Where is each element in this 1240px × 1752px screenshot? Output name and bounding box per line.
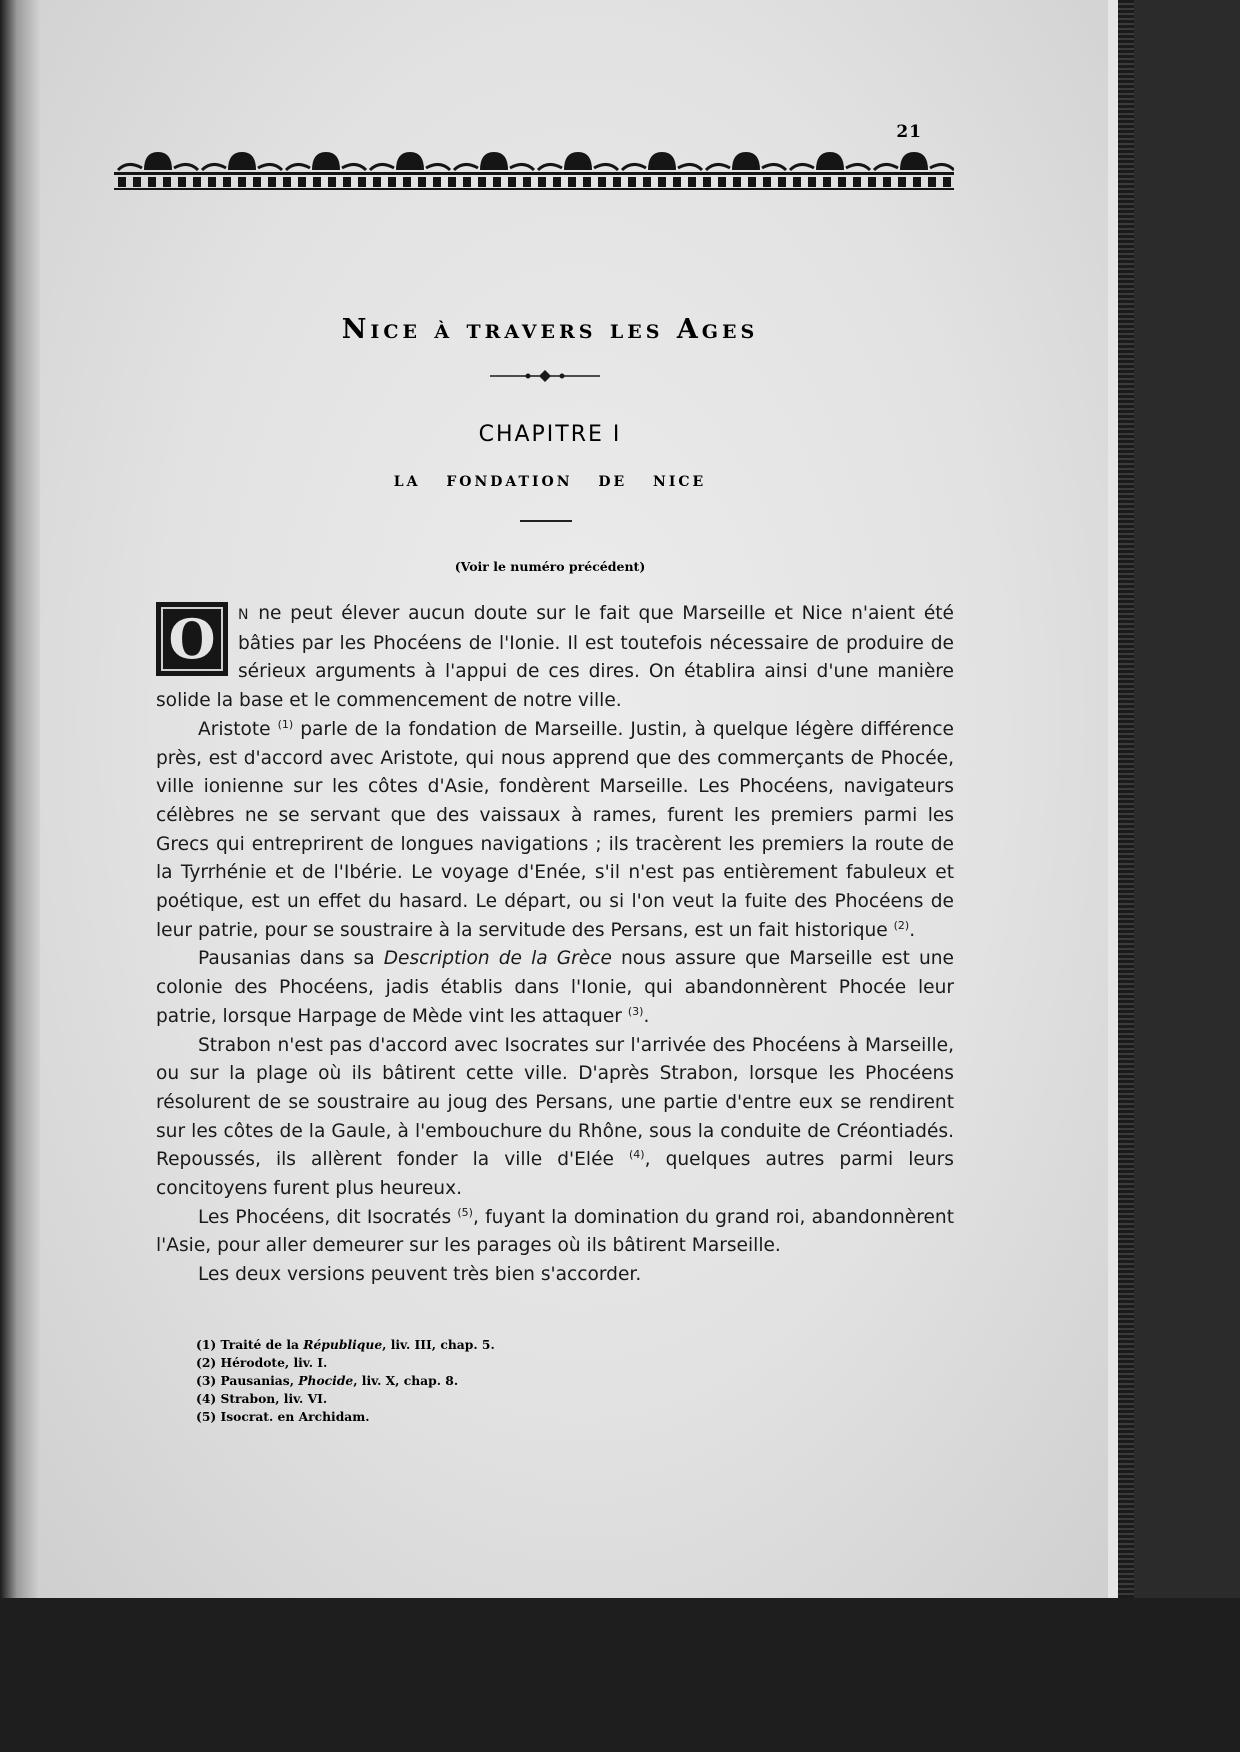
ornament-scroll — [118, 152, 198, 170]
see-previous-note: (Voir le numéro précédent) — [454, 559, 646, 574]
text-run: Pausanias dans sa — [198, 948, 384, 970]
text-run: Les deux versions peuvent très bien s'accorder. — [198, 1264, 642, 1286]
text-run: Strabon n'est pas d'accord avec Isocrates sur l'arrivée des Phocéens à Marseille, ou sur la plage où ils bâtirent cette ville. D'après Strabon, lorsque les Phocéens résolurent de se soustraire au joug des Persans, une partie d'entre eux se rendirent sur les côtes de la Gaule, à l'embouchure du Rhône, sous la conduite de Créontiadés. Repoussés, ils allèrent fonder la ville d'Elée — [156, 1034, 954, 1171]
ornament-stud — [403, 177, 411, 187]
ornament-stud — [283, 177, 291, 187]
footnotes — [196, 1336, 796, 1426]
text-run: parle de la fondation de Marseille. Justin, à quelque légère différence près, est d'accord avec Aristote, qui nous apprend que des commerçants de Phocée, ville ionienne sur les côtes d'Asie, fondèrent Marseille. Les Phocéens, navigateurs célèbres ne se servant que des vaissaux à rames, furent les premiers parmi les Grecs qui entreprirent de longues navigations ; ils tracèrent les premiers la route de la Tyrrhénie et de l'Ibérie. Le voyage d'Enée, s'il n'est pas entièrement fabuleux et poétique, est un effet du hasard. Le départ, ou si l'on veut la fuite des Phocéens de leur patrie, pour se soustraire à la servitude des Persans, est un fait historique — [156, 718, 954, 941]
ornament-stud — [223, 177, 231, 187]
paragraph — [156, 945, 954, 1031]
text-run: (1) Traité de la — [196, 1337, 304, 1352]
ornament-stud — [568, 177, 576, 187]
drop-cap — [156, 602, 228, 676]
ornament-stud — [538, 177, 546, 187]
ornament-stud — [868, 177, 876, 187]
ornament-stud — [448, 177, 456, 187]
lead-letter: N — [238, 607, 250, 623]
ornament-stud — [823, 177, 831, 187]
chapter-subtitle: LA FONDATION DE NICE — [393, 474, 707, 490]
text-run: Les Phocéens, dit Isocratés — [198, 1206, 458, 1228]
paragraph — [156, 1261, 954, 1290]
footnote — [196, 1372, 796, 1390]
ornament-stud — [388, 177, 396, 187]
ornament-stud — [343, 177, 351, 187]
ornament-stud — [808, 177, 816, 187]
ornament-stud — [493, 177, 501, 187]
text-run: (4) Strabon, liv. VI. — [196, 1391, 328, 1406]
ornament-stud — [298, 177, 306, 187]
ornament-stud — [358, 177, 366, 187]
ornament-scroll — [370, 152, 450, 170]
footnote-ref: (5) — [457, 1205, 473, 1219]
footnote — [196, 1390, 796, 1408]
ornament-stud — [133, 177, 141, 187]
ornament-stud — [313, 177, 321, 187]
page-number: 21 — [896, 122, 922, 142]
ornament-stud — [928, 177, 936, 187]
ornament-stud — [658, 177, 666, 187]
scan-left-edge — [0, 0, 42, 1600]
ornament-scroll — [286, 152, 366, 170]
ornament-stud — [148, 177, 156, 187]
article-body — [156, 600, 954, 1290]
footnote-ref: (1) — [277, 717, 294, 731]
italic-text: Phocide — [298, 1373, 354, 1388]
ornament-stud — [433, 177, 441, 187]
ornament-stud — [838, 177, 846, 187]
ornament-stud — [418, 177, 426, 187]
chapter-heading: CHAPITRE I — [478, 422, 622, 447]
title-ornamental-rule — [490, 366, 600, 386]
footnote — [196, 1336, 796, 1354]
italic-text: République — [303, 1337, 383, 1352]
ornament-stud — [373, 177, 381, 187]
ornament-stud — [733, 177, 741, 187]
ornament-stud — [883, 177, 891, 187]
section-divider — [520, 520, 572, 522]
header-ornament-band — [114, 148, 954, 194]
ornament-stud — [688, 177, 696, 187]
ornament-scroll — [874, 152, 954, 170]
ornament-stud — [718, 177, 726, 187]
ornament-stud — [523, 177, 531, 187]
ornament-stud — [478, 177, 486, 187]
paragraph — [156, 1204, 954, 1261]
ornament-stud — [553, 177, 561, 187]
book-edge — [1118, 0, 1134, 1600]
ornament-stud — [583, 177, 591, 187]
text-run: Aristote — [198, 718, 278, 740]
ornament-studs — [118, 177, 951, 187]
footnote-ref: (4) — [629, 1148, 645, 1162]
text-run: , liv. X, chap. 8. — [353, 1373, 459, 1388]
text-run: . — [909, 919, 916, 941]
ornament-stud — [793, 177, 801, 187]
ornament-stud — [703, 177, 711, 187]
drop-cap-letter: O — [161, 607, 223, 671]
ornament-stud — [208, 177, 216, 187]
ornament-stud — [673, 177, 681, 187]
footnote — [196, 1354, 796, 1372]
ornament-scroll — [790, 152, 870, 170]
footnote — [196, 1408, 796, 1426]
footnote-ref: (2) — [893, 918, 910, 932]
ornament-stud — [268, 177, 276, 187]
footnote-ref: (3) — [627, 1004, 644, 1018]
scan-bottom-margin — [0, 1598, 1240, 1752]
text-run: , fuyant la domination du grand roi, abandonnèrent l'Asie, pour aller demeurer sur les parages où ils bâtirent Marseille. — [156, 1206, 954, 1257]
text-run: ne peut élever aucun doute sur le fait que Marseille et Nice n'aient été bâties par les Phocéens de l'Ionie. Il est toutefois nécessaire de produire de sérieux arguments à l'appui de ces dires. On établira ainsi d'une manière solide la base et le commencement de notre ville. — [156, 603, 954, 712]
ornament-stud — [628, 177, 636, 187]
ornament-stud — [748, 177, 756, 187]
text-run: , liv. III, chap. 5. — [382, 1337, 495, 1352]
ornament-stud — [943, 177, 951, 187]
paragraph — [156, 1032, 954, 1204]
ornament-scroll — [454, 152, 534, 170]
text-run: nous assure que Marseille est une colonie des Phocéens, jadis établis dans l'Ionie, qui abandonnèrent Phocée leur patrie, lorsque Harpage de Mède vint les attaquer — [156, 948, 954, 1027]
text-run: , quelques autres parmi leurs concitoyens furent plus heureux. — [156, 1149, 954, 1200]
ornament-stud — [913, 177, 921, 187]
text-run: (3) Pausanias, — [196, 1373, 299, 1388]
ornament-stud — [178, 177, 186, 187]
ornament-scrolls — [118, 152, 954, 170]
ornament-scroll — [706, 152, 786, 170]
ornament-scroll — [622, 152, 702, 170]
paragraph — [156, 600, 954, 716]
ornament-stud — [853, 177, 861, 187]
ornament-stud — [238, 177, 246, 187]
ornament-stud — [163, 177, 171, 187]
text-run: . — [643, 1005, 650, 1027]
ornament-stud — [118, 177, 126, 187]
ornament-stud — [508, 177, 516, 187]
ornament-stud — [598, 177, 606, 187]
ornament-stud — [763, 177, 771, 187]
ornament-scroll — [538, 152, 618, 170]
ornament-stud — [643, 177, 651, 187]
ornament-stud — [463, 177, 471, 187]
text-run: (2) Hérodote, liv. I. — [196, 1355, 328, 1370]
text-run: (5) Isocrat. en Archidam. — [196, 1409, 370, 1424]
ornament-stud — [613, 177, 621, 187]
ornament-stud — [193, 177, 201, 187]
italic-text: Description de la Grèce — [383, 948, 612, 970]
ornament-stud — [328, 177, 336, 187]
ornament-stud — [898, 177, 906, 187]
page-right-strip — [1108, 0, 1118, 1600]
page-title: Nice à travers les Ages — [341, 314, 759, 345]
ornament-stud — [253, 177, 261, 187]
ornament-scroll — [202, 152, 282, 170]
paragraph — [156, 716, 954, 946]
ornament-stud — [778, 177, 786, 187]
